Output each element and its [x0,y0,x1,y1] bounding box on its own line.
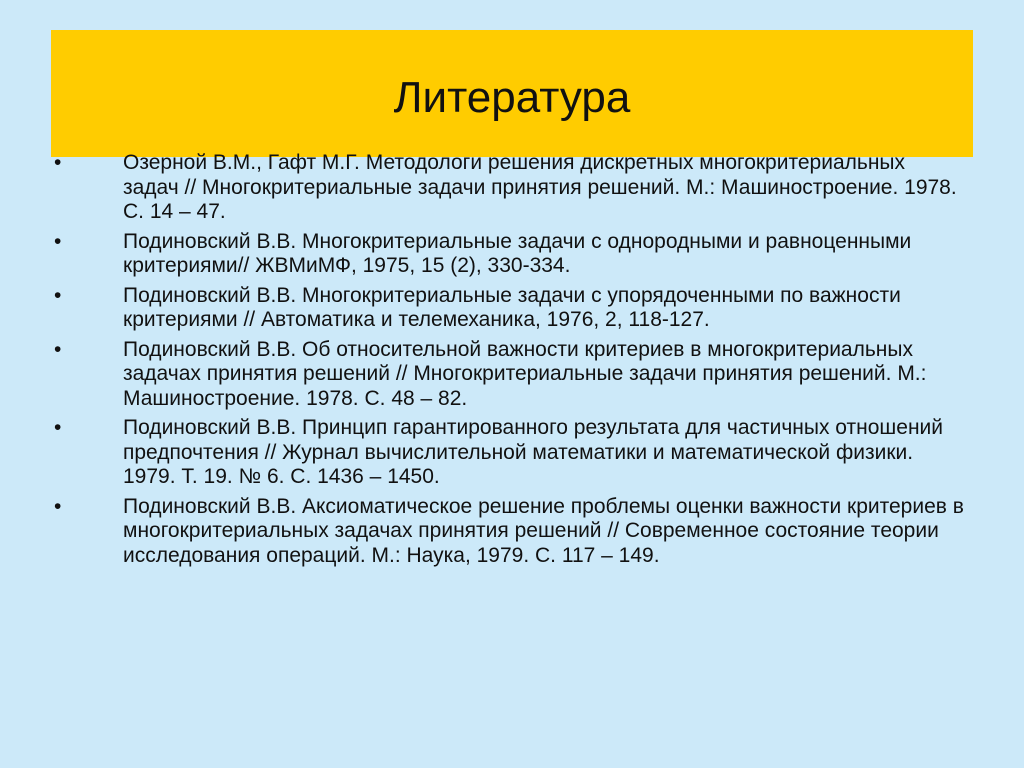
bullet-icon: • [54,494,62,518]
bullet-icon: • [54,229,62,253]
list-item [0,151,1024,225]
bullet-icon: • [54,151,62,174]
reference-text: Озерной В.М., Гафт М.Г. Методологи решения дискретных многокритериальных задач // Многокритериальные задачи принятия решений. М.: Машиностроение. 1978. С. 14 – 47. [123,151,957,223]
reference-text: Подиновский В.В. Принцип гарантированного результата для частичных отношений предпочтения // Журнал вычислительной математики и математической физики. 1979. Т. 19. № 6. С. 1436 – 1450. [123,416,944,488]
reference-list [0,151,1024,573]
reference-text: Подиновский В.В. Аксиоматическое решение проблемы оценки важности критериев в многокритериальных задачах принятия решений // Современное состояние теории исследования операций. М.: Наука, 1979. С. 117 – 149. [123,494,964,567]
list-item [0,230,1024,279]
bullet-icon: • [54,416,62,439]
bullet-icon: • [54,337,62,361]
reference-text: Подиновский В.В. Об относительной важности критериев в многокритериальных задачах принятия решений // Многокритериальные задачи принятия решений. М.: Машиностроение. 1978. С. 48 – 82. [123,337,927,410]
list-item [0,338,1024,412]
list-item [0,416,1024,490]
slide-title: Литература [393,73,631,122]
list-item [0,495,1024,569]
bullet-icon: • [54,283,62,307]
reference-text: Подиновский В.В. Многокритериальные задачи с однородными и равноценными критериями// ЖВМиМФ, 1975, 15 (2), 330-334. [123,229,912,277]
list-item [0,284,1024,333]
reference-text: Подиновский В.В. Многокритериальные задачи с упорядоченными по важности критериями // Автоматика и телемеханика, 1976, 2, 118-127. [123,283,901,331]
